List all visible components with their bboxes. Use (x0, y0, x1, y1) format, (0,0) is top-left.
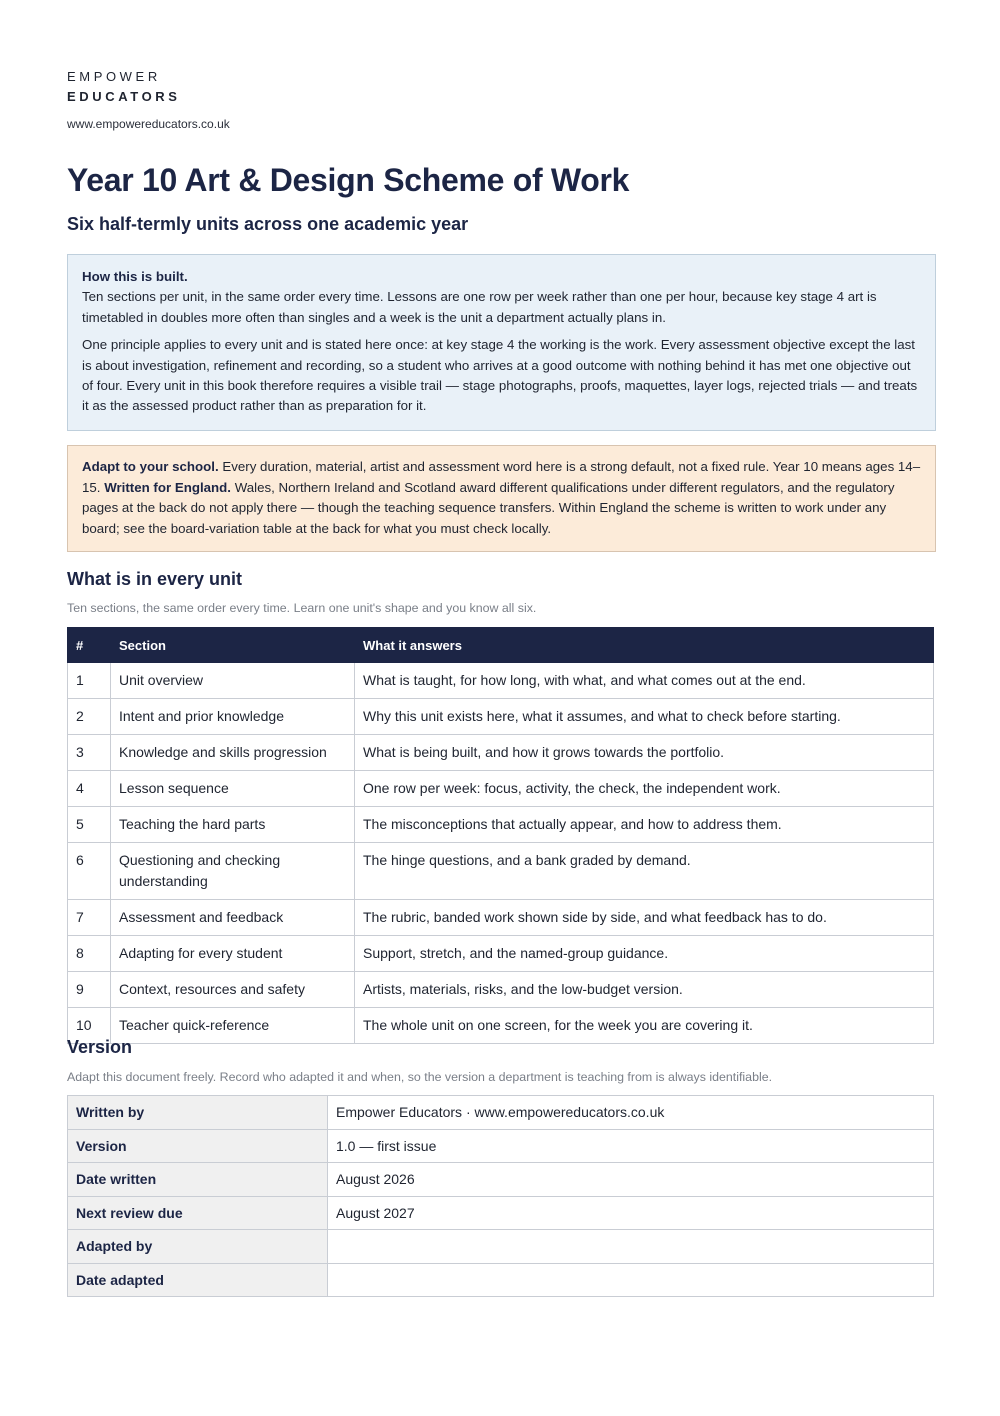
how-built-para1: Ten sections per unit, in the same order every time. Lessons are one row per week rather than one per hour, because key stage 4 art is timetabled in doubles more often than singles and a week is the unit a department actually plans in. (82, 289, 877, 325)
brand-name-line1: EMPOWER (67, 69, 161, 84)
table-row (68, 1096, 934, 1130)
page-subtitle: Six half-termly units across one academic year (67, 214, 469, 234)
units-table-body (68, 663, 934, 1044)
version-label: Written by (68, 1096, 328, 1130)
units-heading: What is in every unit (67, 569, 243, 589)
unit-section: Teacher quick-reference (111, 1008, 355, 1044)
table-row (68, 1263, 934, 1297)
england-heading: Written for England. (104, 479, 231, 495)
unit-answer: The misconceptions that actually appear, and how to address them. (355, 807, 934, 843)
table-row (68, 771, 934, 807)
version-value: August 2027 (328, 1196, 934, 1230)
unit-section: Assessment and feedback (111, 900, 355, 936)
table-row (68, 1230, 934, 1264)
version-label: Date adapted (68, 1263, 328, 1297)
how-built-para2: One principle applies to every unit and is stated here once: at key stage 4 the working is the work. Every assessment objective except the last is about investigation, refinement and recording, so a student who arrives at a good outcome with nothing behind it has met one objective out of four. Every unit in this book therefore requires a visible trail — stage photographs, proofs, maquettes, layer logs, rejected trials — and treats it as the assessed product rather than as preparation for it. (82, 337, 918, 414)
table-row (68, 1163, 934, 1197)
unit-section: Questioning and checking understanding (111, 843, 355, 900)
unit-number: 8 (68, 936, 111, 972)
version-label: Version (68, 1129, 328, 1163)
unit-answer: The whole unit on one screen, for the week you are covering it. (355, 1008, 934, 1044)
how-built-callout (67, 254, 936, 431)
unit-number: 5 (68, 807, 111, 843)
version-label: Date written (68, 1163, 328, 1197)
unit-answer: Support, stretch, and the named-group guidance. (355, 936, 934, 972)
unit-answer: Artists, materials, risks, and the low-budget version. (355, 972, 934, 1008)
table-row (68, 843, 934, 900)
version-note: Adapt this document freely. Record who adapted it and when, so the version a department is teaching from is always identifiable. (67, 1070, 773, 1084)
table-row (68, 1008, 934, 1044)
version-label: Next review due (68, 1196, 328, 1230)
unit-number: 1 (68, 663, 111, 699)
adapt-text1: Every duration, material, artist and assessment word here is a strong default, not a fixed rule. Year 10 means ages 14–15. (82, 459, 921, 495)
version-label: Adapted by (68, 1230, 328, 1264)
version-value: Empower Educators · www.empowereducators.co.uk (328, 1096, 934, 1130)
unit-answer: One row per week: focus, activity, the check, the independent work. (355, 771, 934, 807)
table-row (68, 936, 934, 972)
table-row (68, 972, 934, 1008)
page-title: Year 10 Art & Design Scheme of Work (67, 162, 630, 198)
version-value: August 2026 (328, 1163, 934, 1197)
unit-answer: The hinge questions, and a bank graded by demand. (355, 843, 934, 900)
version-heading: Version (67, 1037, 133, 1057)
column-header-section: Section (111, 628, 355, 663)
version-value[interactable] (328, 1263, 934, 1297)
table-row (68, 663, 934, 699)
unit-section: Unit overview (111, 663, 355, 699)
table-row (68, 699, 934, 735)
unit-section: Knowledge and skills progression (111, 735, 355, 771)
version-table (67, 1095, 934, 1297)
table-row (68, 735, 934, 771)
version-value[interactable] (328, 1230, 934, 1264)
unit-answer: Why this unit exists here, what it assumes, and what to check before starting. (355, 699, 934, 735)
units-table (67, 627, 934, 1044)
unit-section: Lesson sequence (111, 771, 355, 807)
version-value: 1.0 — first issue (328, 1129, 934, 1163)
unit-number: 2 (68, 699, 111, 735)
unit-number: 6 (68, 843, 111, 900)
adapt-callout (67, 445, 936, 552)
adapt-text2: Wales, Northern Ireland and Scotland award different qualifications under different regulators, and the regulatory pages at the back do not apply there — though the teaching sequence transfers. Within England the scheme is written to work under any board; see the board-variation table at the back for what you must check locally. (82, 479, 895, 536)
how-built-heading: How this is built. (82, 269, 188, 284)
column-header-answer: What it answers (355, 628, 934, 663)
unit-section: Teaching the hard parts (111, 807, 355, 843)
units-note: Ten sections, the same order every time. Learn one unit's shape and you know all six. (67, 601, 537, 615)
unit-section: Context, resources and safety (111, 972, 355, 1008)
column-header-number: # (68, 628, 111, 663)
unit-number: 7 (68, 900, 111, 936)
table-row (68, 1129, 934, 1163)
table-row (68, 807, 934, 843)
unit-section: Intent and prior knowledge (111, 699, 355, 735)
unit-section: Adapting for every student (111, 936, 355, 972)
adapt-heading: Adapt to your school. (82, 459, 219, 474)
version-table-body (68, 1096, 934, 1297)
unit-answer: What is taught, for how long, with what, and what comes out at the end. (355, 663, 934, 699)
brand-url: www.empowereducators.co.uk (67, 117, 230, 131)
unit-answer: The rubric, banded work shown side by side, and what feedback has to do. (355, 900, 934, 936)
unit-number: 4 (68, 771, 111, 807)
table-row (68, 1196, 934, 1230)
table-row (68, 900, 934, 936)
unit-answer: What is being built, and how it grows towards the portfolio. (355, 735, 934, 771)
unit-number: 10 (68, 1008, 111, 1044)
units-table-header (68, 628, 934, 663)
brand-name-line2: EDUCATORS (67, 89, 181, 104)
unit-number: 9 (68, 972, 111, 1008)
unit-number: 3 (68, 735, 111, 771)
